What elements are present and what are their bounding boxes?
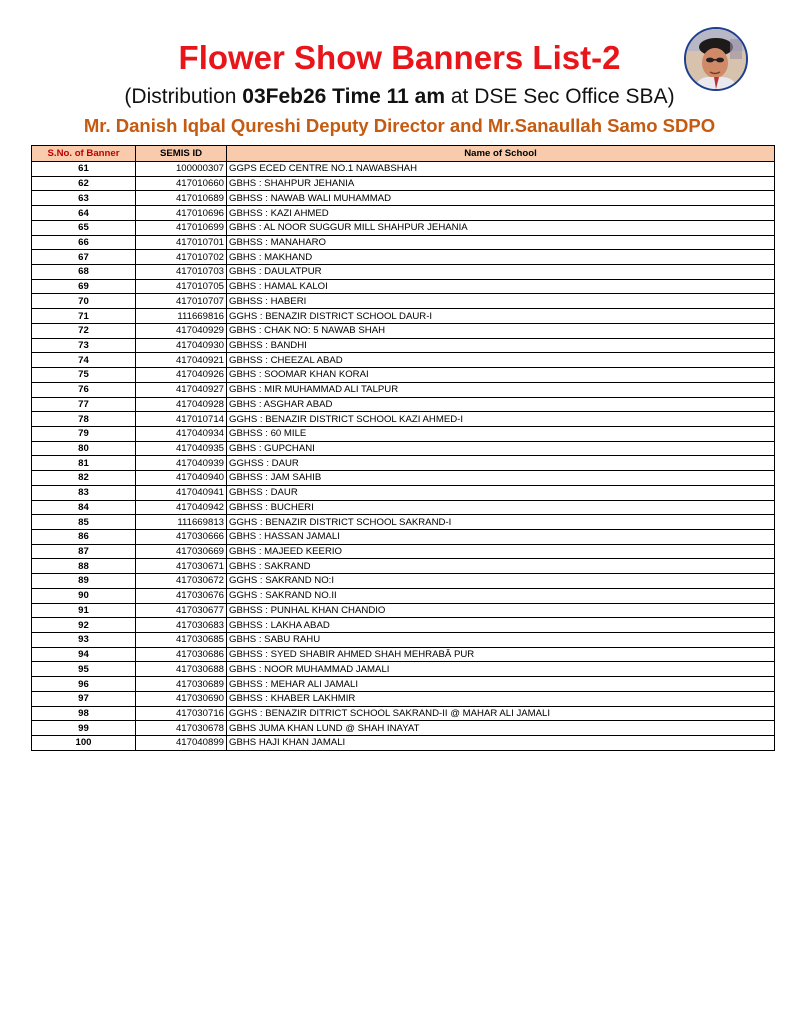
cell-sno: 92	[32, 618, 136, 633]
table-row	[32, 691, 775, 706]
cell-semis-id: 417010714	[136, 412, 227, 427]
cell-semis-id: 417010701	[136, 235, 227, 250]
cell-school-name: GGPS ECED CENTRE NO.1 NAWABSHAH	[227, 162, 775, 177]
cell-school-name: GBHS : NOOR MUHAMMAD JAMALI	[227, 662, 775, 677]
table-row	[32, 382, 775, 397]
cell-sno: 84	[32, 500, 136, 515]
cell-school-name: GBHSS : DAUR	[227, 485, 775, 500]
cell-semis-id: 417010702	[136, 250, 227, 265]
cell-sno: 64	[32, 206, 136, 221]
cell-school-name: GBHS : GUPCHANI	[227, 441, 775, 456]
table-row	[32, 647, 775, 662]
cell-sno: 100	[32, 736, 136, 751]
cell-school-name: GBHSS : MEHAR ALI JAMALI	[227, 677, 775, 692]
cell-school-name: GBHSS : BANDHI	[227, 338, 775, 353]
cell-semis-id: 417040929	[136, 323, 227, 338]
cell-sno: 97	[32, 691, 136, 706]
table-row	[32, 353, 775, 368]
cell-semis-id: 417010707	[136, 294, 227, 309]
cell-semis-id: 417040926	[136, 368, 227, 383]
cell-sno: 67	[32, 250, 136, 265]
cell-sno: 87	[32, 544, 136, 559]
cell-sno: 72	[32, 323, 136, 338]
cell-sno: 83	[32, 485, 136, 500]
cell-sno: 78	[32, 412, 136, 427]
cell-semis-id: 417040939	[136, 456, 227, 471]
table-row	[32, 559, 775, 574]
cell-sno: 79	[32, 426, 136, 441]
cell-school-name: GBHSS : LAKHA ABAD	[227, 618, 775, 633]
cell-semis-id: 417030683	[136, 618, 227, 633]
table-row	[32, 500, 775, 515]
cell-semis-id: 111669813	[136, 515, 227, 530]
cell-semis-id: 417010696	[136, 206, 227, 221]
cell-semis-id: 417030690	[136, 691, 227, 706]
table-row	[32, 162, 775, 177]
table-row	[32, 633, 775, 648]
cell-semis-id: 417030716	[136, 706, 227, 721]
cell-school-name: GGHS : BENAZIR DITRICT SCHOOL SAKRAND-II @ MAHAR ALI JAMALI	[227, 706, 775, 721]
cell-sno: 89	[32, 574, 136, 589]
table-row	[32, 309, 775, 324]
table-row	[32, 412, 775, 427]
table-row	[32, 456, 775, 471]
column-header-semis: SEMIS ID	[136, 146, 227, 162]
cell-sno: 75	[32, 368, 136, 383]
cell-school-name: GBHS : SOOMAR KHAN KORAI	[227, 368, 775, 383]
cell-school-name: GBHS JUMA KHAN LUND @ SHAH INAYAT	[227, 721, 775, 736]
cell-semis-id: 417010660	[136, 176, 227, 191]
cell-school-name: GBHSS : 60 MILE	[227, 426, 775, 441]
cell-semis-id: 417040942	[136, 500, 227, 515]
table-row	[32, 441, 775, 456]
cell-sno: 98	[32, 706, 136, 721]
cell-school-name: GBHS : MAKHAND	[227, 250, 775, 265]
cell-sno: 74	[32, 353, 136, 368]
cell-sno: 96	[32, 677, 136, 692]
cell-school-name: GBHS : DAULATPUR	[227, 265, 775, 280]
cell-sno: 86	[32, 529, 136, 544]
cell-sno: 70	[32, 294, 136, 309]
table-row	[32, 721, 775, 736]
table-row	[32, 206, 775, 221]
cell-sno: 66	[32, 235, 136, 250]
cell-school-name: GBHSS : SYED SHABIR AHMED SHAH MEHRABÂ PUR	[227, 647, 775, 662]
table-row	[32, 265, 775, 280]
table-header-row	[32, 146, 775, 162]
table-row	[32, 706, 775, 721]
cell-school-name: GBHS : MAJEED KEERIO	[227, 544, 775, 559]
table-row	[32, 736, 775, 751]
cell-school-name: GBHSS : KAZI AHMED	[227, 206, 775, 221]
cell-semis-id: 417010705	[136, 279, 227, 294]
table-row	[32, 588, 775, 603]
cell-semis-id: 417030672	[136, 574, 227, 589]
cell-school-name: GGHS : BENAZIR DISTRICT SCHOOL KAZI AHMED-I	[227, 412, 775, 427]
table-row	[32, 397, 775, 412]
cell-school-name: GBHSS : HABERI	[227, 294, 775, 309]
cell-sno: 90	[32, 588, 136, 603]
banners-table	[31, 145, 775, 751]
cell-sno: 62	[32, 176, 136, 191]
cell-semis-id: 417040940	[136, 471, 227, 486]
cell-school-name: GBHS : CHAK NO: 5 NAWAB SHAH	[227, 323, 775, 338]
table-row	[32, 426, 775, 441]
cell-semis-id: 417010703	[136, 265, 227, 280]
table-row	[32, 662, 775, 677]
table-row	[32, 338, 775, 353]
table-row	[32, 368, 775, 383]
cell-sno: 80	[32, 441, 136, 456]
table-row	[32, 574, 775, 589]
cell-school-name: GBHSS : JAM SAHIB	[227, 471, 775, 486]
cell-sno: 88	[32, 559, 136, 574]
cell-sno: 71	[32, 309, 136, 324]
cell-semis-id: 417040941	[136, 485, 227, 500]
table-row	[32, 235, 775, 250]
cell-sno: 77	[32, 397, 136, 412]
cell-semis-id: 417030689	[136, 677, 227, 692]
cell-semis-id: 417030676	[136, 588, 227, 603]
cell-sno: 65	[32, 220, 136, 235]
cell-sno: 61	[32, 162, 136, 177]
cell-sno: 85	[32, 515, 136, 530]
cell-semis-id: 417030686	[136, 647, 227, 662]
table-row	[32, 323, 775, 338]
table-row	[32, 176, 775, 191]
column-header-school: Name of School	[227, 146, 775, 162]
cell-semis-id: 417010689	[136, 191, 227, 206]
cell-semis-id: 417030677	[136, 603, 227, 618]
cell-school-name: GBHS : HAMAL KALOI	[227, 279, 775, 294]
cell-sno: 68	[32, 265, 136, 280]
table-row	[32, 250, 775, 265]
cell-sno: 81	[32, 456, 136, 471]
cell-semis-id: 417040921	[136, 353, 227, 368]
cell-school-name: GBHSS : NAWAB WALI MUHAMMAD	[227, 191, 775, 206]
table-row	[32, 485, 775, 500]
cell-school-name: GBHS : ASGHAR ABAD	[227, 397, 775, 412]
cell-school-name: GBHS : HASSAN JAMALI	[227, 529, 775, 544]
cell-school-name: GBHS : SAKRAND	[227, 559, 775, 574]
table-row	[32, 515, 775, 530]
cell-school-name: GBHSS : MANAHARO	[227, 235, 775, 250]
cell-school-name: GGHS : BENAZIR DISTRICT SCHOOL DAUR-I	[227, 309, 775, 324]
cell-semis-id: 417040934	[136, 426, 227, 441]
cell-sno: 69	[32, 279, 136, 294]
cell-semis-id: 417010699	[136, 220, 227, 235]
cell-semis-id: 100000307	[136, 162, 227, 177]
cell-semis-id: 417040928	[136, 397, 227, 412]
portrait-image	[686, 29, 746, 89]
cell-sno: 95	[32, 662, 136, 677]
table-row	[32, 471, 775, 486]
cell-school-name: GBHS : SHAHPUR JEHANIA	[227, 176, 775, 191]
distribution-location: at DSE Sec Office SBA)	[445, 85, 675, 108]
cell-school-name: GBHS HAJI KHAN JAMALI	[227, 736, 775, 751]
cell-semis-id: 417040899	[136, 736, 227, 751]
cell-semis-id: 417030666	[136, 529, 227, 544]
cell-sno: 82	[32, 471, 136, 486]
column-header-sno: S.No. of Banner	[32, 146, 136, 162]
cell-semis-id: 417040930	[136, 338, 227, 353]
distribution-line	[0, 83, 799, 111]
distribution-datetime: 03Feb26 Time 11 am	[242, 85, 446, 108]
cell-school-name: GBHS : AL NOOR SUGGUR MILL SHAHPUR JEHANIA	[227, 220, 775, 235]
table-row	[32, 603, 775, 618]
cell-semis-id: 417030678	[136, 721, 227, 736]
cell-semis-id: 417040935	[136, 441, 227, 456]
cell-school-name: GGHS : BENAZIR DISTRICT SCHOOL SAKRAND-I	[227, 515, 775, 530]
table-row	[32, 191, 775, 206]
page-title: Flower Show Banners List-2	[178, 39, 621, 76]
table-row	[32, 529, 775, 544]
table-row	[32, 618, 775, 633]
cell-school-name: GGHSS : DAUR	[227, 456, 775, 471]
cell-sno: 94	[32, 647, 136, 662]
table-body	[32, 162, 775, 751]
table-row	[32, 677, 775, 692]
cell-semis-id: 417030685	[136, 633, 227, 648]
table-row	[32, 279, 775, 294]
cell-semis-id: 417030671	[136, 559, 227, 574]
cell-school-name: GBHS : SABU RAHU	[227, 633, 775, 648]
cell-school-name: GGHS : SAKRAND NO:I	[227, 574, 775, 589]
cell-sno: 76	[32, 382, 136, 397]
cell-sno: 91	[32, 603, 136, 618]
cell-semis-id: 417040927	[136, 382, 227, 397]
table-row	[32, 294, 775, 309]
cell-school-name: GBHSS : PUNHAL KHAN CHANDIO	[227, 603, 775, 618]
officers-line: Mr. Danish Iqbal Qureshi Deputy Director and Mr.Sanaullah Samo SDPO	[83, 115, 716, 136]
cell-school-name: GBHSS : BUCHERI	[227, 500, 775, 515]
table-row	[32, 544, 775, 559]
distribution-prefix: (Distribution	[124, 85, 243, 108]
portrait-photo	[684, 27, 748, 91]
cell-semis-id: 111669816	[136, 309, 227, 324]
cell-sno: 93	[32, 633, 136, 648]
cell-semis-id: 417030688	[136, 662, 227, 677]
table-row	[32, 220, 775, 235]
cell-sno: 99	[32, 721, 136, 736]
cell-school-name: GBHS : MIR MUHAMMAD ALI TALPUR	[227, 382, 775, 397]
cell-sno: 73	[32, 338, 136, 353]
cell-semis-id: 417030669	[136, 544, 227, 559]
cell-school-name: GGHS : SAKRAND NO.II	[227, 588, 775, 603]
cell-school-name: GBHSS : KHABER LAKHMIR	[227, 691, 775, 706]
cell-sno: 63	[32, 191, 136, 206]
cell-school-name: GBHSS : CHEEZAL ABAD	[227, 353, 775, 368]
